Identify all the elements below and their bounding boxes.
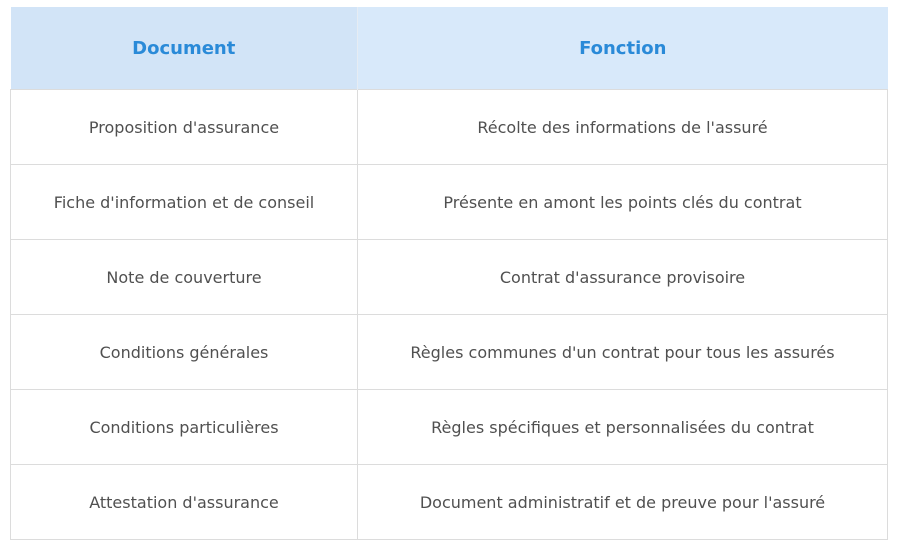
cell-fonction: Règles spécifiques et personnalisées du contrat [358, 390, 888, 465]
table-body [11, 90, 888, 540]
cell-fonction: Contrat d'assurance provisoire [358, 240, 888, 315]
table-row [11, 240, 888, 315]
cell-document: Fiche d'information et de conseil [11, 165, 358, 240]
table-header [11, 7, 888, 90]
cell-document: Attestation d'assurance [11, 465, 358, 540]
cell-document: Proposition d'assurance [11, 90, 358, 165]
header-fonction: Fonction [358, 7, 888, 90]
cell-document: Note de couverture [11, 240, 358, 315]
table-row [11, 90, 888, 165]
table-row [11, 165, 888, 240]
header-row [11, 7, 888, 90]
cell-fonction: Document administratif et de preuve pour l'assuré [358, 465, 888, 540]
table-row [11, 390, 888, 465]
table-row [11, 465, 888, 540]
table-row [11, 315, 888, 390]
cell-fonction: Règles communes d'un contrat pour tous les assurés [358, 315, 888, 390]
cell-document: Conditions générales [11, 315, 358, 390]
cell-document: Conditions particulières [11, 390, 358, 465]
insurance-documents-table-container [10, 7, 887, 540]
cell-fonction: Récolte des informations de l'assuré [358, 90, 888, 165]
cell-fonction: Présente en amont les points clés du contrat [358, 165, 888, 240]
insurance-documents-table [10, 7, 888, 540]
header-document: Document [11, 7, 358, 90]
